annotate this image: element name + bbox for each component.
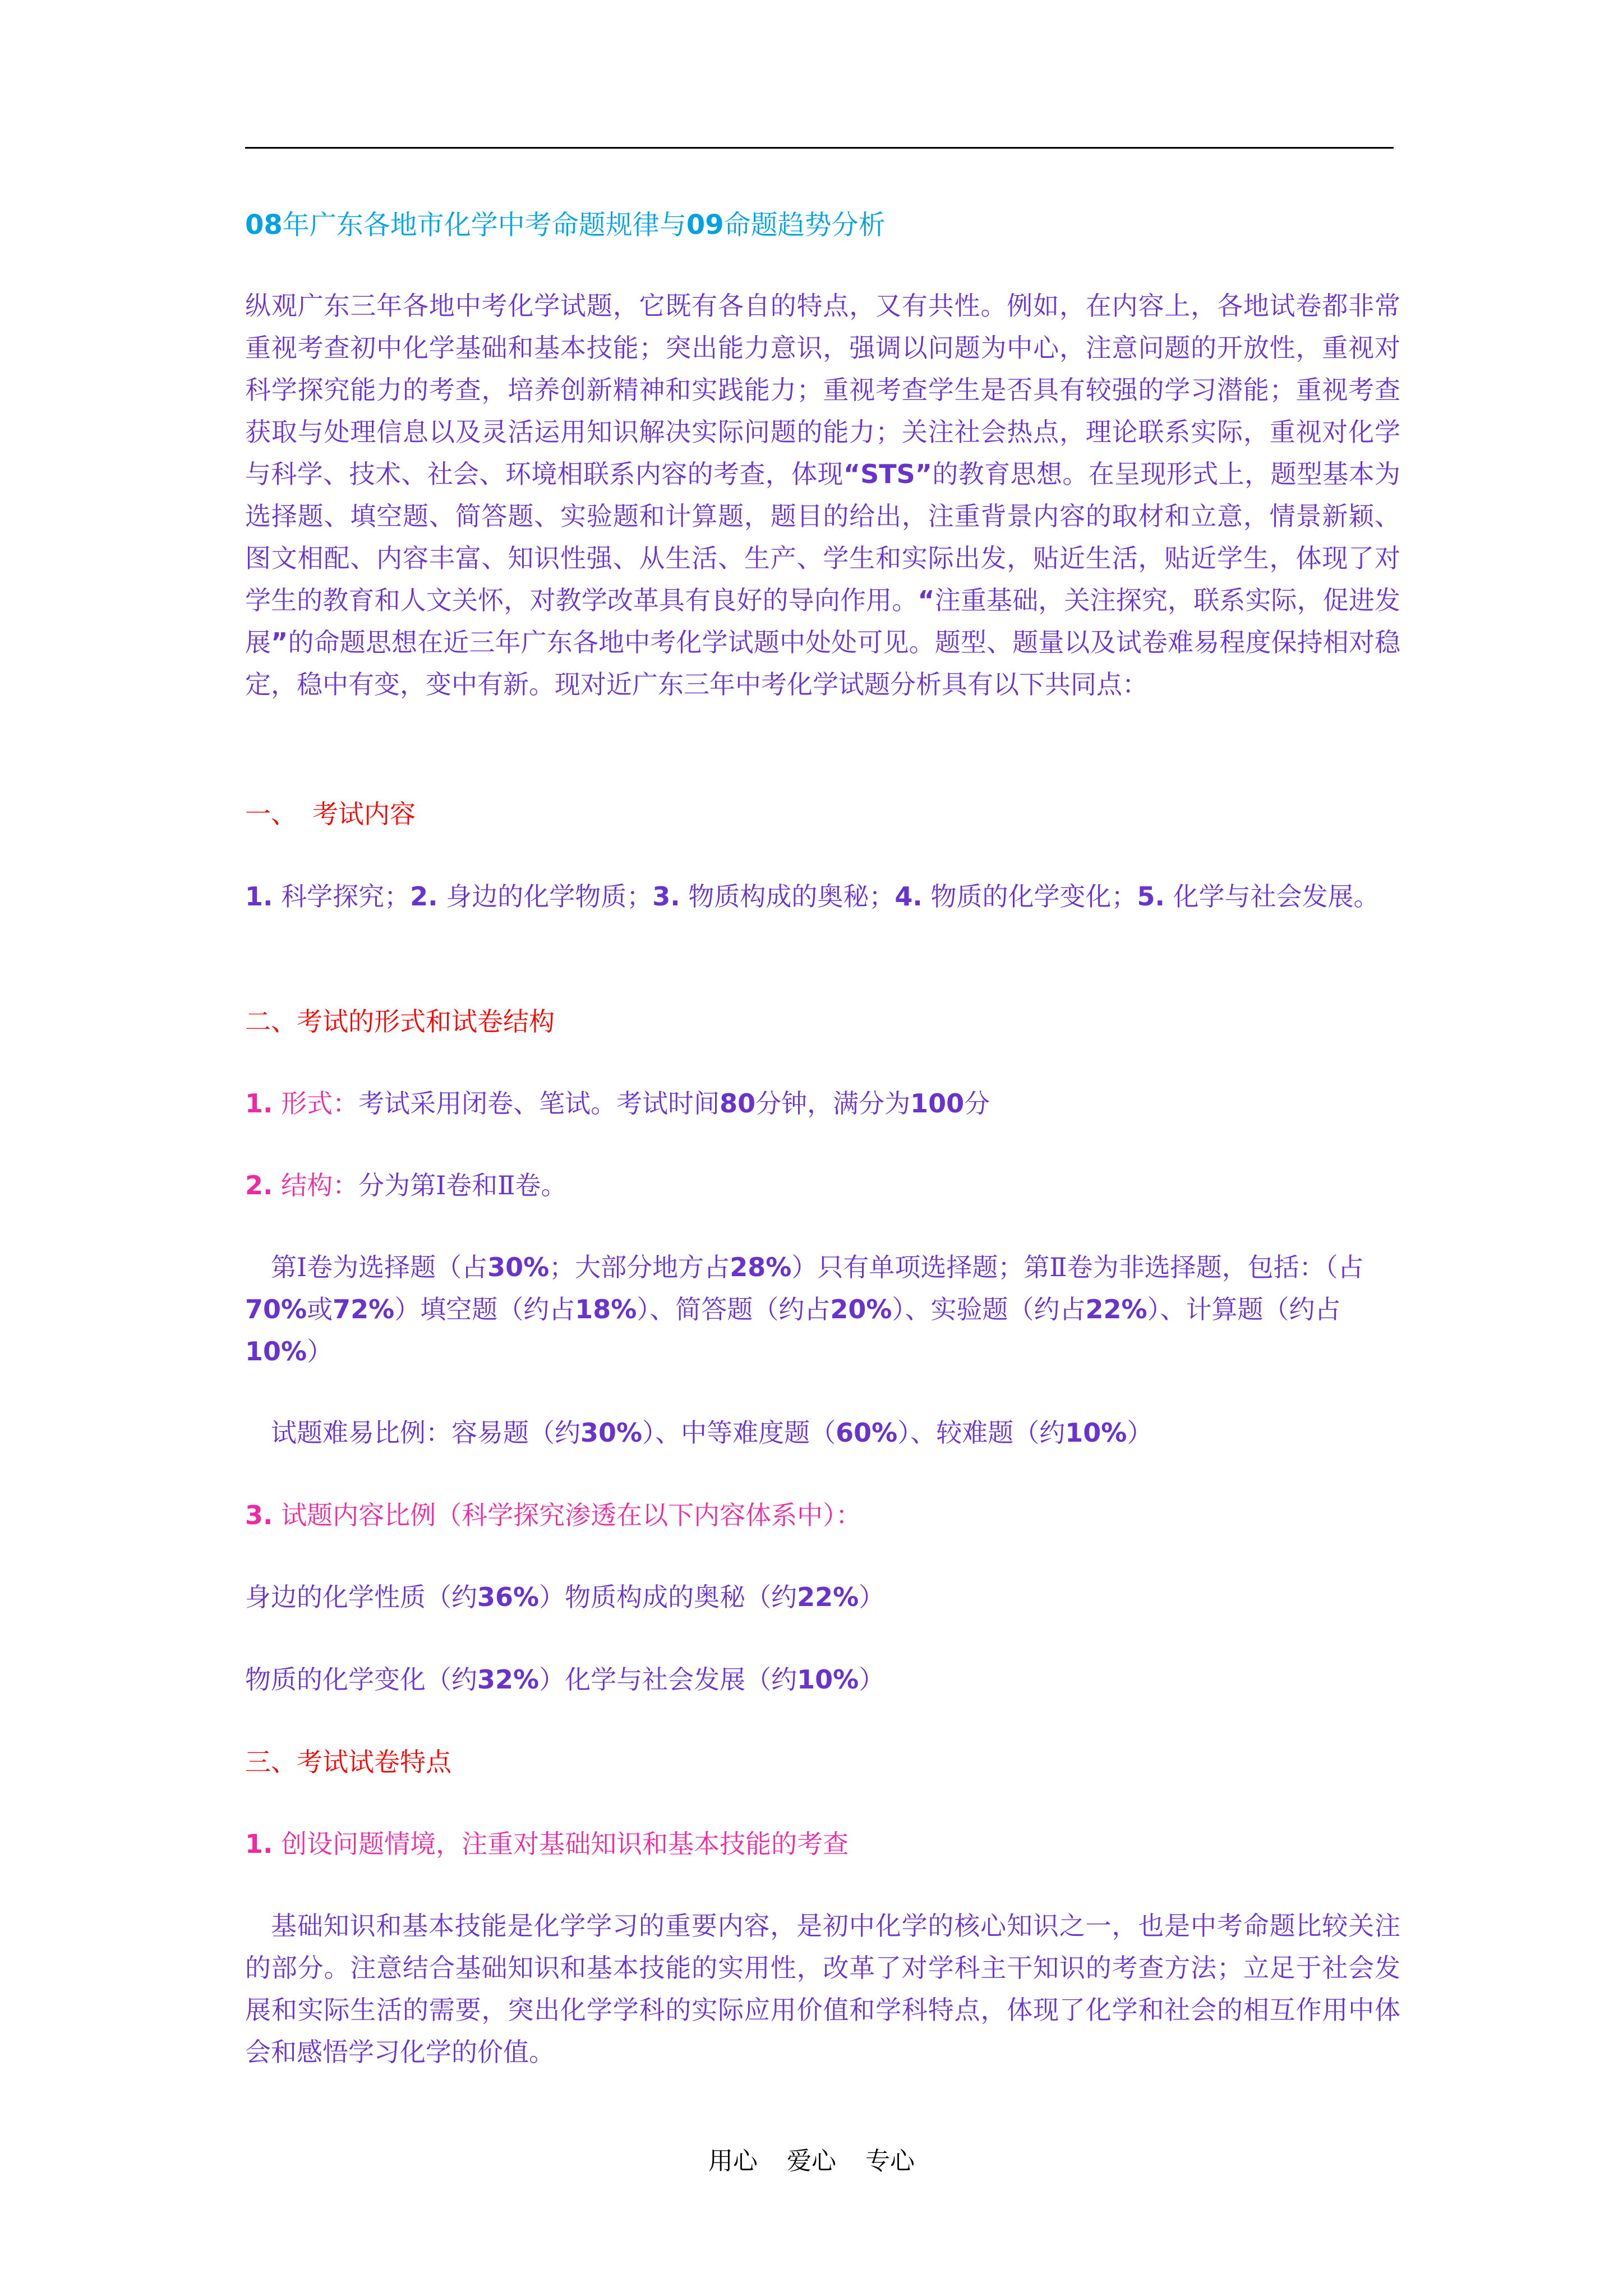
ratio1-text-b: ）物质构成的奥秘（约: [539, 1582, 797, 1612]
content-ratio-row-2: [245, 1659, 1400, 1701]
ratio2-pct-1: 32%: [477, 1664, 540, 1695]
difficulty-pct-easy: 30%: [580, 1418, 643, 1448]
section-1-label: 考试内容: [312, 799, 416, 829]
title-text-2: 命题趋势分析: [723, 209, 886, 241]
exam-content-list: [245, 876, 1400, 918]
title-year-08: 08: [245, 209, 283, 241]
title-text-1: 年广东各地市化学中考命题规律与: [282, 209, 686, 241]
intro-quote-open: “: [917, 585, 935, 615]
detail-pct-6: 20%: [830, 1294, 892, 1324]
intro-sts: “STS”: [843, 459, 933, 489]
exam-form: [245, 1083, 1400, 1125]
difficulty-ratio: [245, 1412, 1426, 1454]
intro-text-2: 的教育思想。在呈现形式上，题型基本为选择题、填空题、简答题、实验题和计算题，题目的给出，注重背景内容的取材和立意，情景新颖、图文相配、内容丰富、知识性强、从生活、生产、学生和实际出发，贴近生活，贴近学生，体现了对学生的教育和人文关怀，对教学改革具有良好的导向作用。: [245, 459, 1401, 615]
intro-motto: 注重基础，关注探究，联系实际，促进发展: [245, 585, 1401, 657]
ratio2-text-a: 物质的化学变化（约: [245, 1664, 477, 1695]
form-score: 100: [910, 1088, 965, 1119]
difficulty-text-b: ）、中等难度题（: [642, 1418, 836, 1448]
detail-pct-7: 22%: [1085, 1294, 1147, 1324]
structure-text: 分为第Ⅰ卷和Ⅱ卷。: [358, 1170, 567, 1200]
item-1-text: 科学探究；: [281, 881, 411, 912]
form-number: 1.: [245, 1088, 273, 1119]
ratio1-pct-2: 22%: [797, 1582, 859, 1612]
section-3-heading: 三、考试试卷特点: [245, 1747, 451, 1777]
footer-word-2: 爱心: [787, 2147, 836, 2175]
detail-pct-5: 18%: [575, 1294, 637, 1324]
document-title: [245, 203, 886, 242]
content-ratio-label: 试题内容比例（科学探究渗透在以下内容体系中）：: [281, 1500, 862, 1530]
ratio2-text-c: ）: [859, 1664, 885, 1695]
item-5-number: 5.: [1137, 881, 1165, 912]
detail-text-g: ）、实验题（约占: [892, 1294, 1086, 1324]
ratio2-pct-2: 10%: [797, 1664, 859, 1695]
ratio1-text-c: ）: [859, 1582, 885, 1612]
detail-text-a: 第Ⅰ卷为选择题（占: [271, 1252, 488, 1282]
footer-word-3: 专心: [865, 2147, 915, 2175]
intro-quote-close: ”: [271, 627, 288, 657]
detail-text-i: ）: [307, 1336, 333, 1366]
item-4-number: 4.: [895, 881, 923, 912]
detail-pct-4: 72%: [333, 1294, 395, 1324]
section-2-heading: 二、考试的形式和试卷结构: [245, 1006, 555, 1037]
form-minutes: 80: [720, 1088, 756, 1119]
item-3-number: 3.: [652, 881, 680, 912]
detail-text-f: ）、简答题（约占: [637, 1294, 831, 1324]
detail-text-e: ）填空题（约占: [394, 1294, 575, 1324]
section-1-number: 一、: [245, 799, 297, 829]
feature-1-paragraph: 基础知识和基本技能是化学学习的重要内容，是初中化学的核心知识之一，也是中考命题比较关注的部分。注意结合基础知识和基本技能的实用性，改革了对学科主干知识的考查方法；立足于社会发展和实际生活的需要，突出化学学科的实际应用价值和学科特点，体现了化学和社会的相互作用中体会和感悟学习化学的价值。: [245, 1911, 1400, 2067]
footer-word-1: 用心: [708, 2147, 758, 2175]
form-text-3: 分: [964, 1088, 990, 1119]
intro-text-1: 纵观广东三年各地中考化学试题，它既有各自的特点，又有共性。例如，在内容上，各地试卷都非常重视考查初中化学基础和基本技能；突出能力意识，强调以问题为中心，注意问题的开放性，重视对科学探究能力的考查，培养创新精神和实践能力；重视考查学生是否具有较强的学习潜能；重视考查获取与处理信息以及灵活运用知识解决实际问题的能力；关注社会热点，理论联系实际，重视对化学与科学、技术、社会、环境相联系内容的考查，体现: [245, 291, 1400, 489]
intro-paragraph: [245, 285, 1400, 706]
item-1-number: 1.: [245, 881, 273, 912]
content-ratio-heading: [245, 1494, 1400, 1536]
item-3-text: 物质构成的奥秘；: [688, 881, 895, 912]
section-1-heading: [245, 793, 1400, 835]
feature-1-label: 创设问题情境，注重对基础知识和基本技能的考查: [281, 1829, 849, 1859]
difficulty-pct-medium: 60%: [836, 1418, 898, 1448]
feature-1-number: 1.: [245, 1829, 273, 1859]
feature-1-heading: [245, 1823, 1400, 1865]
intro-text-3: 的命题思想在近三年广东各地中考化学试题中处处可见。题型、题量以及试卷难易程度保持相对稳定，稳中有变，变中有新。现对近广东三年中考化学试题分析具有以下共同点：: [245, 627, 1401, 700]
detail-pct-8: 10%: [245, 1336, 307, 1366]
detail-text-d: 或: [307, 1294, 333, 1324]
page-footer: [0, 2141, 1623, 2177]
title-year-09: 09: [686, 209, 724, 241]
item-2-text: 身边的化学物质；: [446, 881, 653, 912]
form-label: 形式：: [281, 1088, 359, 1119]
item-4-text: 物质的化学变化；: [930, 881, 1137, 912]
content-ratio-row-1: [245, 1576, 1400, 1618]
form-text-2: 分钟，满分为: [755, 1088, 911, 1119]
structure-label: 结构：: [281, 1170, 359, 1200]
detail-text-h: ）、计算题（约占: [1147, 1294, 1341, 1324]
content-ratio-number: 3.: [245, 1500, 273, 1530]
structure-number: 2.: [245, 1170, 273, 1200]
ratio1-text-a: 身边的化学性质（约: [245, 1582, 477, 1612]
exam-structure: [245, 1165, 1400, 1207]
difficulty-text-a: 试题难易比例：容易题（约: [271, 1418, 580, 1448]
difficulty-text-c: ）、较难题（约: [897, 1418, 1066, 1448]
item-5-text: 化学与社会发展。: [1173, 881, 1380, 912]
ratio2-text-b: ）化学与社会发展（约: [539, 1664, 797, 1695]
detail-text-c: ）只有单项选择题；第Ⅱ卷为非选择题，包括：（占: [791, 1252, 1364, 1282]
difficulty-pct-hard: 10%: [1065, 1418, 1127, 1448]
detail-pct-3: 70%: [245, 1294, 307, 1324]
detail-text-b: ；大部分地方占: [549, 1252, 730, 1282]
detail-pct-1: 30%: [487, 1252, 550, 1282]
difficulty-text-d: ）: [1127, 1418, 1153, 1448]
structure-detail: [245, 1246, 1400, 1373]
detail-pct-2: 28%: [730, 1252, 792, 1282]
item-2-number: 2.: [410, 881, 438, 912]
header-rule: [245, 147, 1394, 149]
form-text-1: 考试采用闭卷、笔试。考试时间: [358, 1088, 720, 1119]
ratio1-pct-1: 36%: [477, 1582, 540, 1612]
